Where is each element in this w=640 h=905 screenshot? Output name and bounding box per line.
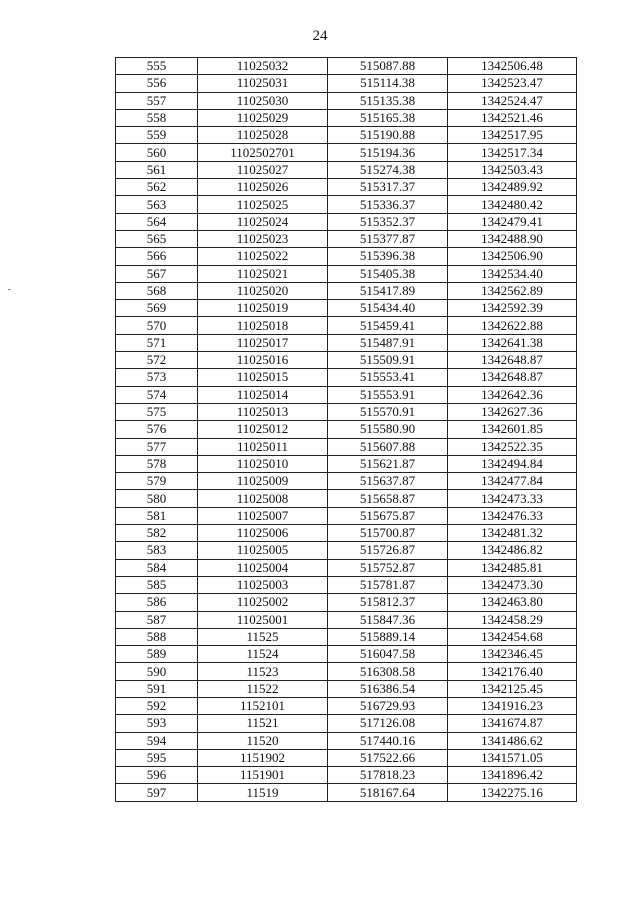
y-coordinate-cell: 1342275.16 (448, 784, 577, 801)
point-number-cell: 558 (116, 109, 198, 126)
y-coordinate-cell: 1342473.33 (448, 490, 577, 507)
table-row (116, 109, 577, 126)
point-number-cell: 563 (116, 196, 198, 213)
y-coordinate-cell: 1342125.45 (448, 680, 577, 697)
x-coordinate-cell: 515396.38 (328, 248, 448, 265)
x-coordinate-cell: 515405.38 (328, 265, 448, 282)
point-id-cell: 11025025 (198, 196, 328, 213)
x-coordinate-cell: 516308.58 (328, 663, 448, 680)
y-coordinate-cell: 1342489.92 (448, 179, 577, 196)
x-coordinate-cell: 515580.90 (328, 421, 448, 438)
point-number-cell: 567 (116, 265, 198, 282)
y-coordinate-cell: 1342346.45 (448, 646, 577, 663)
y-coordinate-cell: 1342592.39 (448, 300, 577, 317)
point-number-cell: 561 (116, 161, 198, 178)
y-coordinate-cell: 1342523.47 (448, 75, 577, 92)
table-row (116, 663, 577, 680)
table-row (116, 784, 577, 801)
x-coordinate-cell: 515114.38 (328, 75, 448, 92)
point-number-cell: 590 (116, 663, 198, 680)
x-coordinate-cell: 515352.37 (328, 213, 448, 230)
point-id-cell: 11025015 (198, 369, 328, 386)
x-coordinate-cell: 515570.91 (328, 403, 448, 420)
point-id-cell: 1102502701 (198, 144, 328, 161)
table-row (116, 352, 577, 369)
table-row (116, 542, 577, 559)
table-row (116, 282, 577, 299)
table-row (116, 455, 577, 472)
scan-mark (8, 289, 11, 290)
point-id-cell: 11025006 (198, 525, 328, 542)
x-coordinate-cell: 515553.91 (328, 386, 448, 403)
table-row (116, 300, 577, 317)
table-row (116, 767, 577, 784)
point-id-cell: 11025002 (198, 594, 328, 611)
x-coordinate-cell: 515190.88 (328, 127, 448, 144)
table-row (116, 473, 577, 490)
y-coordinate-cell: 1342476.33 (448, 507, 577, 524)
y-coordinate-cell: 1342480.42 (448, 196, 577, 213)
point-number-cell: 593 (116, 715, 198, 732)
point-number-cell: 585 (116, 576, 198, 593)
point-number-cell: 570 (116, 317, 198, 334)
point-id-cell: 1152101 (198, 697, 328, 714)
table-row (116, 179, 577, 196)
y-coordinate-cell: 1342506.48 (448, 58, 577, 75)
x-coordinate-cell: 515434.40 (328, 300, 448, 317)
x-coordinate-cell: 515317.37 (328, 179, 448, 196)
point-id-cell: 11025024 (198, 213, 328, 230)
table-row (116, 697, 577, 714)
y-coordinate-cell: 1342517.95 (448, 127, 577, 144)
x-coordinate-cell: 515658.87 (328, 490, 448, 507)
point-number-cell: 572 (116, 352, 198, 369)
y-coordinate-cell: 1342521.46 (448, 109, 577, 126)
y-coordinate-cell: 1342463.80 (448, 594, 577, 611)
point-id-cell: 11025023 (198, 230, 328, 247)
table-row (116, 594, 577, 611)
point-id-cell: 11025010 (198, 455, 328, 472)
point-id-cell: 11025019 (198, 300, 328, 317)
y-coordinate-cell: 1342479.41 (448, 213, 577, 230)
x-coordinate-cell: 515509.91 (328, 352, 448, 369)
table-row (116, 646, 577, 663)
point-number-cell: 577 (116, 438, 198, 455)
point-number-cell: 556 (116, 75, 198, 92)
point-number-cell: 582 (116, 525, 198, 542)
table-row (116, 611, 577, 628)
point-number-cell: 591 (116, 680, 198, 697)
point-number-cell: 595 (116, 749, 198, 766)
coordinates-table (115, 57, 577, 802)
point-id-cell: 11025011 (198, 438, 328, 455)
x-coordinate-cell: 515812.37 (328, 594, 448, 611)
point-id-cell: 11025001 (198, 611, 328, 628)
point-id-cell: 11025016 (198, 352, 328, 369)
point-id-cell: 11025026 (198, 179, 328, 196)
y-coordinate-cell: 1342481.32 (448, 525, 577, 542)
y-coordinate-cell: 1342648.87 (448, 369, 577, 386)
point-number-cell: 579 (116, 473, 198, 490)
point-id-cell: 11025018 (198, 317, 328, 334)
point-number-cell: 587 (116, 611, 198, 628)
y-coordinate-cell: 1342641.38 (448, 334, 577, 351)
y-coordinate-cell: 1342648.87 (448, 352, 577, 369)
point-number-cell: 562 (116, 179, 198, 196)
point-id-cell: 11519 (198, 784, 328, 801)
x-coordinate-cell: 516047.58 (328, 646, 448, 663)
x-coordinate-cell: 515607.88 (328, 438, 448, 455)
point-id-cell: 11025028 (198, 127, 328, 144)
point-id-cell: 11025031 (198, 75, 328, 92)
point-id-cell: 11523 (198, 663, 328, 680)
y-coordinate-cell: 1342622.88 (448, 317, 577, 334)
table-row (116, 334, 577, 351)
y-coordinate-cell: 1342485.81 (448, 559, 577, 576)
table-row (116, 92, 577, 109)
point-number-cell: 589 (116, 646, 198, 663)
table-row (116, 490, 577, 507)
point-id-cell: 1151902 (198, 749, 328, 766)
x-coordinate-cell: 515781.87 (328, 576, 448, 593)
table-row (116, 680, 577, 697)
y-coordinate-cell: 1342601.85 (448, 421, 577, 438)
point-number-cell: 586 (116, 594, 198, 611)
point-number-cell: 560 (116, 144, 198, 161)
point-number-cell: 559 (116, 127, 198, 144)
y-coordinate-cell: 1342642.36 (448, 386, 577, 403)
point-id-cell: 11522 (198, 680, 328, 697)
point-number-cell: 581 (116, 507, 198, 524)
x-coordinate-cell: 516386.54 (328, 680, 448, 697)
x-coordinate-cell: 515459.41 (328, 317, 448, 334)
x-coordinate-cell: 515752.87 (328, 559, 448, 576)
point-number-cell: 576 (116, 421, 198, 438)
y-coordinate-cell: 1342517.34 (448, 144, 577, 161)
y-coordinate-cell: 1341916.23 (448, 697, 577, 714)
point-id-cell: 1151901 (198, 767, 328, 784)
point-number-cell: 592 (116, 697, 198, 714)
y-coordinate-cell: 1342477.84 (448, 473, 577, 490)
table-row (116, 369, 577, 386)
y-coordinate-cell: 1342627.36 (448, 403, 577, 420)
y-coordinate-cell: 1342562.89 (448, 282, 577, 299)
table-row (116, 196, 577, 213)
x-coordinate-cell: 515135.38 (328, 92, 448, 109)
point-number-cell: 571 (116, 334, 198, 351)
page-number: 24 (312, 28, 328, 44)
table-row (116, 144, 577, 161)
point-id-cell: 11520 (198, 732, 328, 749)
point-number-cell: 594 (116, 732, 198, 749)
table-row (116, 58, 577, 75)
x-coordinate-cell: 515194.36 (328, 144, 448, 161)
x-coordinate-cell: 516729.93 (328, 697, 448, 714)
x-coordinate-cell: 517126.08 (328, 715, 448, 732)
point-number-cell: 574 (116, 386, 198, 403)
x-coordinate-cell: 515087.88 (328, 58, 448, 75)
table-row (116, 715, 577, 732)
table-row (116, 230, 577, 247)
y-coordinate-cell: 1341571.05 (448, 749, 577, 766)
point-id-cell: 11025003 (198, 576, 328, 593)
y-coordinate-cell: 1342488.90 (448, 230, 577, 247)
table-row (116, 75, 577, 92)
x-coordinate-cell: 515675.87 (328, 507, 448, 524)
x-coordinate-cell: 515637.87 (328, 473, 448, 490)
point-number-cell: 596 (116, 767, 198, 784)
y-coordinate-cell: 1341896.42 (448, 767, 577, 784)
point-id-cell: 11025014 (198, 386, 328, 403)
x-coordinate-cell: 515847.36 (328, 611, 448, 628)
table-row (116, 628, 577, 645)
point-number-cell: 588 (116, 628, 198, 645)
x-coordinate-cell: 515726.87 (328, 542, 448, 559)
point-number-cell: 565 (116, 230, 198, 247)
point-id-cell: 11025005 (198, 542, 328, 559)
table-row (116, 507, 577, 524)
x-coordinate-cell: 515487.91 (328, 334, 448, 351)
point-number-cell: 580 (116, 490, 198, 507)
table-row (116, 525, 577, 542)
point-number-cell: 569 (116, 300, 198, 317)
point-id-cell: 11025021 (198, 265, 328, 282)
x-coordinate-cell: 515336.37 (328, 196, 448, 213)
point-id-cell: 11025032 (198, 58, 328, 75)
y-coordinate-cell: 1342454.68 (448, 628, 577, 645)
point-number-cell: 575 (116, 403, 198, 420)
table-row (116, 213, 577, 230)
table-body (116, 58, 577, 802)
y-coordinate-cell: 1341486.62 (448, 732, 577, 749)
y-coordinate-cell: 1342524.47 (448, 92, 577, 109)
y-coordinate-cell: 1342473.30 (448, 576, 577, 593)
point-number-cell: 564 (116, 213, 198, 230)
point-number-cell: 597 (116, 784, 198, 801)
x-coordinate-cell: 515553.41 (328, 369, 448, 386)
point-number-cell: 573 (116, 369, 198, 386)
point-id-cell: 11025030 (198, 92, 328, 109)
point-id-cell: 11025029 (198, 109, 328, 126)
point-id-cell: 11025013 (198, 403, 328, 420)
point-number-cell: 584 (116, 559, 198, 576)
x-coordinate-cell: 515889.14 (328, 628, 448, 645)
x-coordinate-cell: 515377.87 (328, 230, 448, 247)
x-coordinate-cell: 515165.38 (328, 109, 448, 126)
point-number-cell: 578 (116, 455, 198, 472)
table-row (116, 403, 577, 420)
table-row (116, 161, 577, 178)
y-coordinate-cell: 1341674.87 (448, 715, 577, 732)
point-id-cell: 11025017 (198, 334, 328, 351)
point-id-cell: 11025027 (198, 161, 328, 178)
y-coordinate-cell: 1342176.40 (448, 663, 577, 680)
point-number-cell: 568 (116, 282, 198, 299)
y-coordinate-cell: 1342522.35 (448, 438, 577, 455)
table-row (116, 127, 577, 144)
y-coordinate-cell: 1342486.82 (448, 542, 577, 559)
point-id-cell: 11025009 (198, 473, 328, 490)
point-number-cell: 566 (116, 248, 198, 265)
table-row (116, 386, 577, 403)
table-row (116, 265, 577, 282)
table-row (116, 421, 577, 438)
x-coordinate-cell: 515700.87 (328, 525, 448, 542)
point-id-cell: 11525 (198, 628, 328, 645)
point-id-cell: 11521 (198, 715, 328, 732)
point-id-cell: 11025012 (198, 421, 328, 438)
table-row (116, 317, 577, 334)
point-id-cell: 11025007 (198, 507, 328, 524)
x-coordinate-cell: 518167.64 (328, 784, 448, 801)
y-coordinate-cell: 1342458.29 (448, 611, 577, 628)
table-row (116, 732, 577, 749)
table-row (116, 576, 577, 593)
table-row (116, 749, 577, 766)
point-id-cell: 11025004 (198, 559, 328, 576)
y-coordinate-cell: 1342503.43 (448, 161, 577, 178)
point-id-cell: 11524 (198, 646, 328, 663)
y-coordinate-cell: 1342534.40 (448, 265, 577, 282)
x-coordinate-cell: 515417.89 (328, 282, 448, 299)
table-row (116, 248, 577, 265)
x-coordinate-cell: 517818.23 (328, 767, 448, 784)
x-coordinate-cell: 515274.38 (328, 161, 448, 178)
y-coordinate-cell: 1342506.90 (448, 248, 577, 265)
table-row (116, 559, 577, 576)
point-number-cell: 583 (116, 542, 198, 559)
point-number-cell: 555 (116, 58, 198, 75)
y-coordinate-cell: 1342494.84 (448, 455, 577, 472)
point-id-cell: 11025008 (198, 490, 328, 507)
x-coordinate-cell: 517522.66 (328, 749, 448, 766)
x-coordinate-cell: 517440.16 (328, 732, 448, 749)
point-number-cell: 557 (116, 92, 198, 109)
table-row (116, 438, 577, 455)
point-id-cell: 11025020 (198, 282, 328, 299)
x-coordinate-cell: 515621.87 (328, 455, 448, 472)
point-id-cell: 11025022 (198, 248, 328, 265)
